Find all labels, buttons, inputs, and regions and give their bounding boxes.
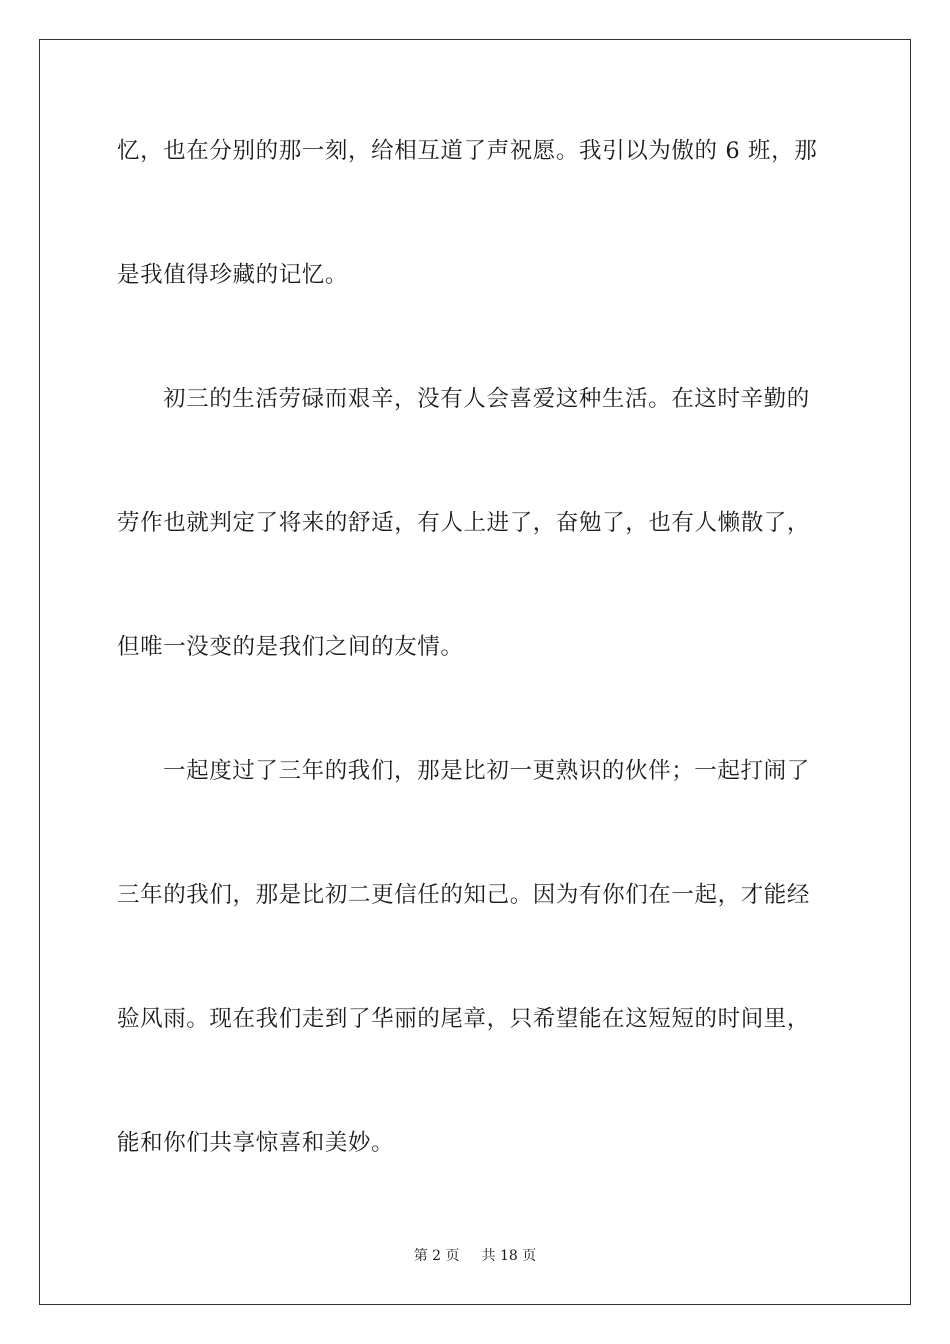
paragraph-line: 忆，也在分别的那一刻，给相互道了声祝愿。我引以为傲的 6 班，那 xyxy=(117,138,818,164)
paragraph-line: 但唯一没变的是我们之间的友情。 xyxy=(117,634,464,660)
paragraph-line: 三年的我们，那是比初二更信任的知己。因为有你们在一起，才能经 xyxy=(117,882,811,908)
paragraph-line: 是我值得珍藏的记忆。 xyxy=(117,262,349,288)
paragraph-line: 验风雨。现在我们走到了华丽的尾章，只希望能在这短短的时间里， xyxy=(117,1006,811,1032)
page-number: 第 2 页 xyxy=(413,1248,460,1264)
paragraph-line: 能和你们共享惊喜和美妙。 xyxy=(117,1130,395,1156)
paragraph-line: 劳作也就判定了将来的舒适，有人上进了，奋勉了，也有人懒散了， xyxy=(117,510,811,536)
page-footer xyxy=(0,1246,950,1266)
page-total: 共 18 页 xyxy=(481,1248,537,1264)
page-border xyxy=(39,39,911,1305)
paragraph-line: 一起度过了三年的我们，那是比初一更熟识的伙伴；一起打闹了 xyxy=(163,758,810,784)
paragraph-line: 初三的生活劳碌而艰辛，没有人会喜爱这种生活。在这时辛勤的 xyxy=(163,386,810,412)
